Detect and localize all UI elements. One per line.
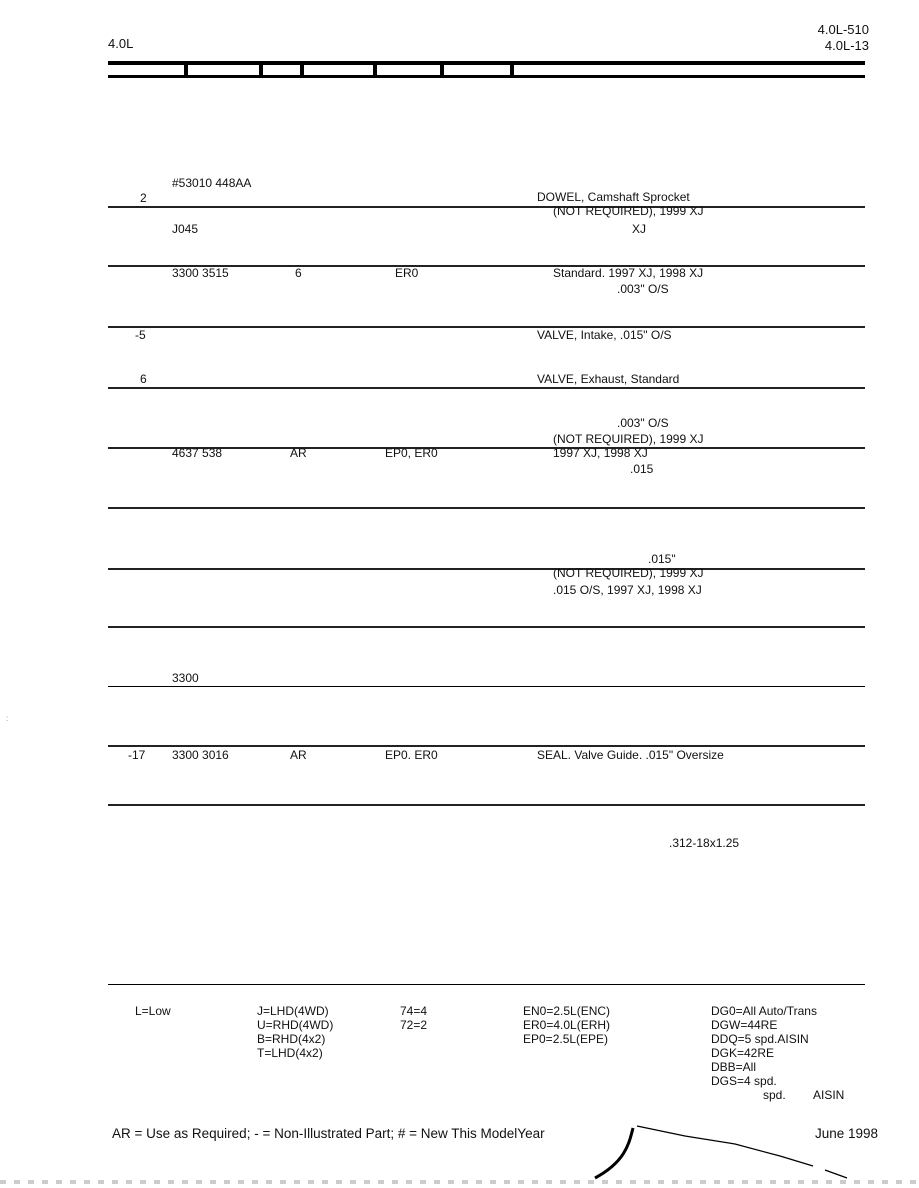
- row-divider: [108, 626, 865, 628]
- legend-entry: J=LHD(4WD): [257, 1004, 329, 1018]
- part-number: J045: [172, 222, 199, 236]
- sales-code: EP0. ER0: [385, 748, 438, 762]
- legend-entry: DGS=4 spd.: [711, 1074, 777, 1088]
- part-number: 3300 3016: [172, 748, 229, 762]
- description: DOWEL, Camshaft Sprocket: [537, 190, 690, 204]
- description: .003" O/S: [617, 416, 669, 430]
- item-number: 2: [140, 191, 147, 205]
- legend-entry: DG0=All Auto/Trans: [711, 1004, 817, 1018]
- item-number: -17: [128, 748, 146, 762]
- legend-rule: [108, 984, 865, 985]
- description: VALVE, Intake, .015" O/S: [537, 328, 672, 342]
- header-page-a: 4.0L-510: [817, 22, 869, 37]
- legend-entry: U=RHD(4WD): [257, 1018, 334, 1032]
- header-rule-bottom: [108, 75, 865, 78]
- description: .015: [630, 462, 654, 476]
- legend-entry: EP0=2.5L(EPE): [523, 1032, 609, 1046]
- row-divider: [108, 387, 865, 389]
- legend-entry: DGW=44RE: [711, 1018, 778, 1032]
- sales-code: EP0, ER0: [385, 446, 438, 460]
- description: (NOT REQUIRED), 1999 XJ: [553, 432, 704, 446]
- row-divider: [108, 568, 865, 570]
- legend-col-2: [257, 1004, 333, 1060]
- description: SEAL. Valve Guide. .015" Oversize: [537, 748, 724, 762]
- description: .312-18x1.25: [669, 836, 740, 850]
- item-number: -5: [135, 328, 146, 342]
- description: .015": [648, 552, 676, 566]
- legend-entry: ER0=4.0L(ERH): [523, 1018, 611, 1032]
- legend-entry: DGK=42RE: [711, 1046, 775, 1060]
- legend-entry: DDQ=5 spd.AISIN: [711, 1032, 809, 1046]
- scan-artifact-mark: [585, 1122, 875, 1182]
- column-tick: [510, 65, 514, 75]
- description: 1997 XJ, 1998 XJ: [553, 446, 648, 460]
- sales-code: ER0: [395, 266, 419, 280]
- scan-edge-noise: [0, 1180, 919, 1184]
- part-number: 3300 3515: [172, 266, 229, 280]
- column-tick: [373, 65, 377, 75]
- description: Standard. 1997 XJ, 1998 XJ: [553, 266, 704, 280]
- footer-date: June 1998: [815, 1126, 879, 1141]
- legend-col-1: [135, 1004, 171, 1018]
- quantity: AR: [290, 446, 307, 460]
- footer-notes: AR = Use as Required; - = Non-Illustrated Part; # = New This ModelYear: [112, 1126, 545, 1141]
- legend-entry: AISIN: [813, 1088, 845, 1102]
- legend-entry: B=RHD(4x2): [257, 1032, 326, 1046]
- legend-entry: spd.: [763, 1088, 786, 1102]
- row-divider: [108, 326, 865, 328]
- legend-entry: 74=4: [400, 1004, 428, 1018]
- column-tick: [440, 65, 444, 75]
- header-page-b: 4.0L-13: [824, 38, 869, 53]
- description: .003" O/S: [617, 282, 669, 296]
- legend-col-5: [711, 1004, 817, 1102]
- row-divider: [108, 507, 865, 509]
- header-rule-top: [108, 61, 865, 65]
- quantity: 6: [295, 266, 302, 280]
- row-divider: [108, 804, 865, 806]
- description: (NOT REQUIRED), 1999 XJ: [553, 566, 704, 580]
- part-number: #53010 448AA: [172, 176, 252, 190]
- description: (NOT REQUIRED), 1999 XJ: [553, 204, 704, 218]
- legend-entry: DBB=All: [711, 1060, 757, 1074]
- header-left: 4.0L: [108, 36, 134, 51]
- legend-entry: T=LHD(4x2): [257, 1046, 323, 1060]
- column-tick: [300, 65, 304, 75]
- scan-mark: :: [6, 714, 9, 723]
- item-number: 6: [140, 372, 147, 386]
- description: VALVE, Exhaust, Standard: [537, 372, 680, 386]
- description: XJ: [632, 222, 647, 236]
- quantity: AR: [290, 748, 307, 762]
- legend-entry: L=Low: [135, 1004, 171, 1018]
- legend-col-3: [400, 1004, 427, 1032]
- part-number: 4637 538: [172, 446, 223, 460]
- description: .015 O/S, 1997 XJ, 1998 XJ: [553, 583, 702, 597]
- legend-entry: 72=2: [400, 1018, 428, 1032]
- row-divider: [108, 206, 865, 208]
- row-divider: [108, 686, 865, 687]
- column-tick: [259, 65, 263, 75]
- column-tick: [184, 65, 188, 75]
- part-number: 3300: [172, 671, 199, 685]
- legend-entry: EN0=2.5L(ENC): [523, 1004, 611, 1018]
- row-divider: [108, 745, 865, 747]
- legend-col-4: [523, 1004, 610, 1046]
